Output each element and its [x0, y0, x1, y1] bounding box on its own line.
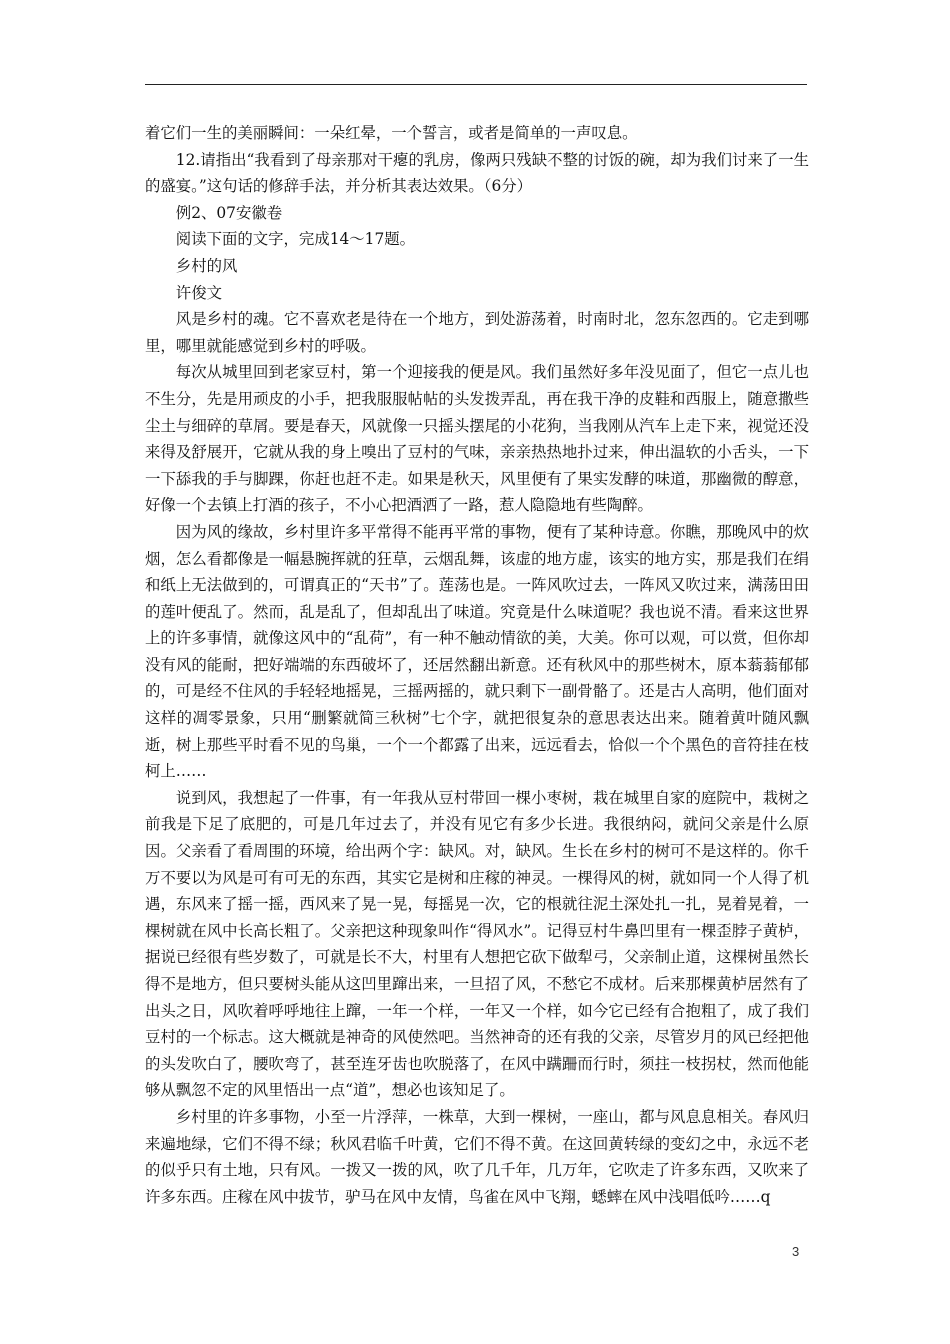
example-heading: 例2、07安徽卷 [175, 203, 283, 222]
reading-instruction: 阅读下面的文字，完成14～17题。 [175, 230, 416, 249]
paragraph-continuation: 着它们一生的美丽瞬间：一朵红晕，一个誓言，或者是简单的一声叹息。 [145, 124, 638, 142]
article-author: 许俊文 [175, 283, 222, 302]
article-paragraph-2: 每次从城里回到老家豆村，第一个迎接我的便是风。我们虽然好多年没见面了，但它一点儿也不生分，先是用顽皮的小手，把我服服帖帖的头发拨弄乱，再在我干净的皮鞋和西服上，随意撒些尘土与细碎的草屑。要是春天，风就像一只摇头摆尾的小花狗，当我刚从汽车上走下来，视觉还没来得及舒展开，它就从我的身上嗅出了豆村的气味，亲亲热热地扑过来，伸出温软的小舌头，一下一下舔我的手与脚踝，你赶也赶不走。如果是秋天，风里便有了果实发酵的味道，那幽微的醇意，好像一个去镇上打酒的孩子，不小心把酒洒了一路，惹人隐隐地有些陶醉。 [145, 363, 809, 515]
article-title: 乡村的风 [175, 256, 238, 275]
article-paragraph-3: 因为风的缘故，乡村里许多平常得不能再平常的事物，便有了某种诗意。你瞧，那晚风中的炊烟，怎么看都像是一幅悬腕挥就的狂草，云烟乱舞，该虚的地方虚，该实的地方实，那是我们在绢和纸上无法做到的，可谓真正的“天书”了。莲荡也是。一阵风吹过去，一阵风又吹过来，满荡田田的莲叶便乱了。然而，乱是乱了，但却乱出了味道。究竟是什么味道呢？我也说不清。看来这世界上的许多事情，就像这风中的“乱荷”，有一种不触动情欲的美，大美。你可以观，可以赏，但你却没有风的能耐，把好端端的东西破坏了，还居然翻出新意。还有秋风中的那些树木，原本蓊蓊郁郁的，可是经不住风的手轻轻地摇晃，三摇两摇的，就只剩下一副骨骼了。还是古人高明，他们面对这样的凋零景象，只用“删繁就简三秋树”七个字，就把很复杂的意思表达出来。随着黄叶随风飘逝，树上那些平时看不见的鸟巢，一个一个都露了出来，远远看去，恰似一个个黑色的音符挂在枝柯上…… [145, 522, 809, 781]
page-number: 3 [792, 1244, 800, 1259]
question-12: 12.请指出“我看到了母亲那对干瘪的乳房，像两只残缺不整的讨饭的碗，却为我们讨来了一生的盛宴。”这句话的修辞手法，并分析其表达效果。（6分） [145, 150, 809, 196]
article-paragraph-1: 风是乡村的魂。它不喜欢老是待在一个地方，到处游荡着，时南时北，忽东忽西的。它走到哪里，哪里就能感觉到乡村的呼吸。 [145, 310, 809, 355]
header-rule [145, 84, 807, 85]
article-paragraph-5: 乡村里的许多事物，小至一片浮萍，一株草，大到一棵树，一座山，都与风息息相关。春风归来遍地绿，它们不得不绿；秋风君临千叶黄，它们不得不黄。在这回黄转绿的变幻之中，永远不老的似乎只有土地，只有风。一拨又一拨的风，吹了几千年，几万年，它吹走了许多东西，又吹来了许多东西。庄稼在风中拔节，驴马在风中友情，鸟雀在风中飞翔，蟋蟀在风中浅唱低吟……q [145, 1107, 809, 1206]
document-body [145, 120, 809, 1210]
article-paragraph-4: 说到风，我想起了一件事，有一年我从豆村带回一棵小枣树，栽在城里自家的庭院中，栽树之前我是下足了底肥的，可是几年过去了，并没有见它有多少长进。我很纳闷，就问父亲是什么原因。父亲看了看周围的环境，给出两个字：缺风。对，缺风。生长在乡村的树可不是这样的。你千万不要以为风是可有可无的东西，其实它是树和庄稼的神灵。一棵得风的树，就如同一个人得了机遇，东风来了摇一摇，西风来了晃一晃，每摇晃一次，它的根就往泥土深处扎一扎，晃着晃着，一棵树就在风中长高长粗了。父亲把这种现象叫作“得风水”。记得豆村牛鼻凹里有一棵歪脖子黄栌，据说已经很有些岁数了，可就是长不大，村里有人想把它砍下做犁弓，父亲制止道，这棵树虽然长得不是地方，但只要树头能从这凹里蹿出来，一旦招了风，不愁它不成材。后来那棵黄栌居然有了出头之日，风吹着呼呼地往上蹿，一年一个样，一年又一个样，如今它已经有合抱粗了，成了我们豆村的一个标志。这大概就是神奇的风使然吧。当然神奇的还有我的父亲，尽管岁月的风已经把他的头发吹白了，腰吹弯了，甚至连牙齿也吹脱落了，在风中蹒跚而行时，须拄一枝拐杖，然而他能够从飘忽不定的风里悟出一点“道”，想必也该知足了。 [145, 788, 809, 1100]
